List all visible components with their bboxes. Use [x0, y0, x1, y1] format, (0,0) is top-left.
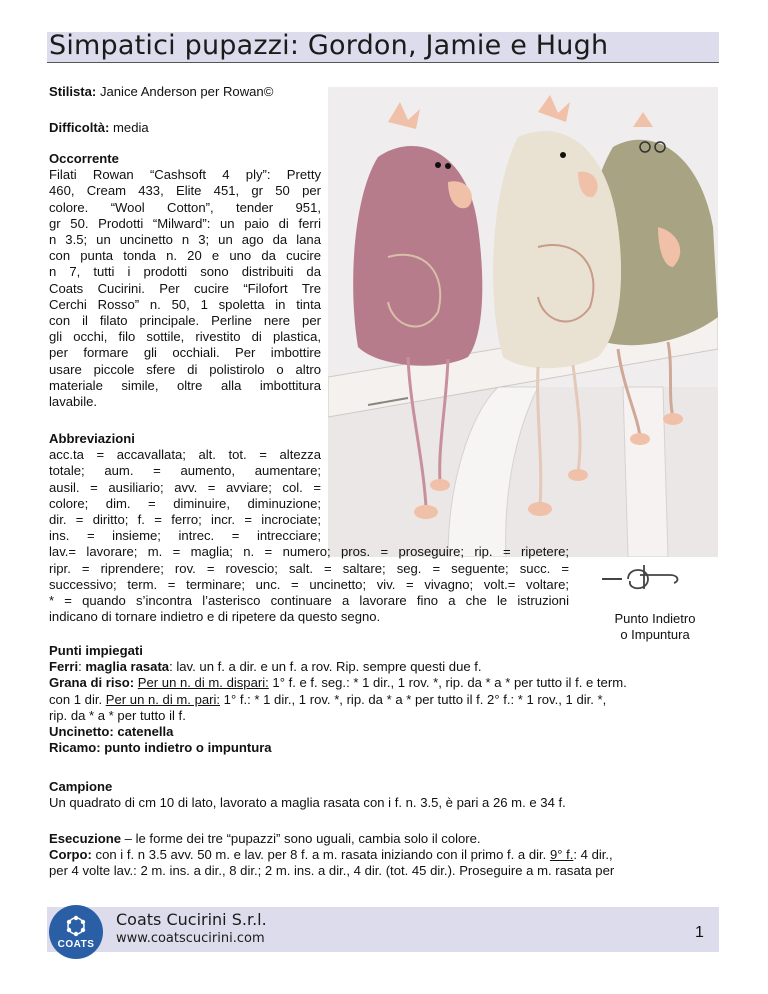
esecuzione-intro-line — [49, 831, 721, 847]
corpo-line1 — [49, 847, 721, 863]
grana-text-1: 1° f. e f. seg.: * 1 dir., 1 rov. *, rip. da * a * per tutto il f. e term. — [268, 675, 627, 691]
esecuzione-section — [49, 831, 721, 880]
stylist-value: Janice Anderson per Rowan© — [99, 84, 274, 99]
abbreviazioni-line: ins. = insieme; intrec. = intrecciare; — [49, 528, 321, 544]
grana-text-3: 1° f.: * 1 dir., 1 rov. *, rip. da * a * per tutto il f. 2° f.: * 1 rov., 1 dir. *, — [220, 691, 607, 707]
esecuzione-intro: – le forme dei tre “pupazzi” sono uguali, cambia solo il colore. — [121, 831, 481, 846]
grana-label: Grana di riso: — [49, 675, 135, 691]
uncinetto-label: Uncinetto — [49, 724, 110, 740]
uncinetto-text: : catenella — [109, 724, 174, 740]
occorrente-line: colore. “Wool Cotton”, tender 951, — [49, 199, 321, 215]
punti-heading: Punti impiegati — [49, 643, 143, 658]
occorrente-line: Filati Rowan “Cashsoft 4 ply”: Pretty — [49, 167, 321, 183]
stitch-caption-line1: Punto Indietro — [614, 611, 696, 626]
occorrente-line: 460, Cream 433, Elite 451, gr 50 per — [49, 183, 321, 199]
esecuzione-heading: Esecuzione — [49, 831, 122, 846]
occorrente-line: gli occhi, filo sottile, rivestito di plastica, — [49, 329, 321, 345]
occorrente-section — [49, 151, 321, 410]
corpo-text-1: con i f. n 3.5 avv. 50 m. e lav. per 8 f. a m. rasata iniziando con il primo f. a dir. — [91, 847, 550, 863]
corpo-line2: per 4 volte lav.: 2 m. ins. a dir., 8 dir.; 2 m. ins. a dir., 4 dir. (tot. 45 dir.). Proseguire a m. rasata per — [49, 863, 615, 879]
ferri-label: Ferri — [49, 659, 79, 675]
abbreviazioni-heading: Abbreviazioni — [49, 431, 135, 446]
occorrente-line: Coats Cucirini. Per cucire “Filofort Tre — [49, 280, 321, 296]
abbreviazioni-line: successivo; term. = terminare; unc. = uncinetto; viv. = vivagno; volt.= voltare; — [49, 576, 569, 592]
ricamo-line: Ricamo: punto indietro o impuntura — [49, 740, 272, 756]
occorrente-last-line: lavabile. — [49, 394, 98, 410]
punti-uncinetto-line — [49, 724, 721, 740]
corpo-row: 9° f. — [549, 847, 574, 863]
stylist-line — [49, 84, 273, 100]
ferri-text: : lav. un f. a dir. e un f. a rov. Rip. sempre questi due f. — [169, 659, 482, 675]
backstitch-diagram-icon — [600, 563, 690, 603]
campione-text: Un quadrato di cm 10 di lato, lavorato a maglia rasata con i f. n. 3.5, è pari a 26 m. e 34 f. — [49, 795, 566, 811]
occorrente-line: usare piccole sfere di polistirolo o altro — [49, 361, 321, 377]
coats-logo — [49, 905, 103, 959]
abbreviazioni-section — [49, 431, 569, 625]
punti-grana-line1 — [49, 675, 721, 691]
occorrente-line: con il filato principale. Perline nere per — [49, 313, 321, 329]
stitch-caption — [590, 611, 720, 643]
abbreviazioni-line: * = quando s’incontra l’asterisco continuare a lavorare fino a che le istruzioni — [49, 593, 569, 609]
punti-section — [49, 643, 721, 756]
abbreviazioni-line: dir. = diritto; f. = ferro; incr. = incrociate; — [49, 512, 321, 528]
occorrente-line: con punta tonda n. 20 e uno da cucire — [49, 248, 321, 264]
company-website[interactable]: www.coatscucirini.com — [116, 931, 265, 946]
difficulty-value: media — [113, 120, 149, 135]
occorrente-line: n 7, tutti i prodotti sono distribuiti da — [49, 264, 321, 280]
stylist-label: Stilista: — [49, 84, 97, 99]
punti-grana-line2 — [49, 692, 721, 708]
campione-heading: Campione — [49, 779, 113, 794]
abbreviazioni-line: lav.= lavorare; m. = maglia; n. = numero; pros. = proseguire; rip. = ripetere; — [49, 544, 569, 560]
campione-section — [49, 779, 721, 811]
occorrente-heading: Occorrente — [49, 151, 119, 166]
coats-logo-icon — [61, 915, 91, 937]
company-name: Coats Cucirini S.r.l. — [116, 910, 267, 929]
abbreviazioni-line: totale; aum. = aumento, aumentare; — [49, 463, 321, 479]
corpo-label: Corpo: — [49, 847, 92, 863]
page-number: 1 — [695, 924, 704, 941]
occorrente-line: Cerchi Rosso” n. 50, 1 spoletta in tinta — [49, 296, 321, 312]
occorrente-line: materiale simile, oltre alla imbottitura — [49, 377, 321, 393]
difficulty-label: Difficoltà: — [49, 120, 110, 135]
grana-even: Per un n. di m. pari: — [105, 691, 221, 707]
occorrente-line: n 3.5; un uncinetto n 3; un ago da lana — [49, 232, 321, 248]
grana-text-4: rip. da * a * per tutto il f. — [49, 707, 186, 723]
punti-ferri-line — [49, 659, 721, 675]
coats-logo-text: COATS — [57, 938, 95, 950]
difficulty-line — [49, 120, 149, 136]
abbreviazioni-line: acc.ta = accavallata; alt. tot. = altezza — [49, 447, 321, 463]
grana-odd: Per un n. di m. dispari: — [137, 675, 269, 691]
corpo-text-2: : 4 dir., — [573, 847, 613, 863]
occorrente-line: gr 50. Prodotti “Milward”: un paio di ferri — [49, 215, 321, 231]
title-divider — [47, 62, 719, 63]
abbreviazioni-line: ausil. = ausiliario; avv. = avviare; col. = — [49, 479, 321, 495]
stitch-caption-line2: o Impuntura — [620, 627, 690, 642]
abbreviazioni-line: colore; dim. = diminuire, diminuzione; — [49, 495, 321, 511]
ferri-name: maglia rasata — [85, 659, 170, 675]
occorrente-line: per formare gli occhiali. Per imbottire — [49, 345, 321, 361]
ferri-sep: : — [78, 659, 86, 675]
page-title: Simpatici pupazzi: Gordon, Jamie e Hugh — [49, 30, 609, 61]
abbreviazioni-line: ripr. = riprendere; rov. = rovescio; salt. = saltare; seg. = seguente; succ. = — [49, 560, 569, 576]
grana-text-2: con 1 dir. — [49, 691, 106, 707]
abbreviazioni-last-line: indicano di tornare indietro e di ripetere da questo segno. — [49, 609, 381, 625]
